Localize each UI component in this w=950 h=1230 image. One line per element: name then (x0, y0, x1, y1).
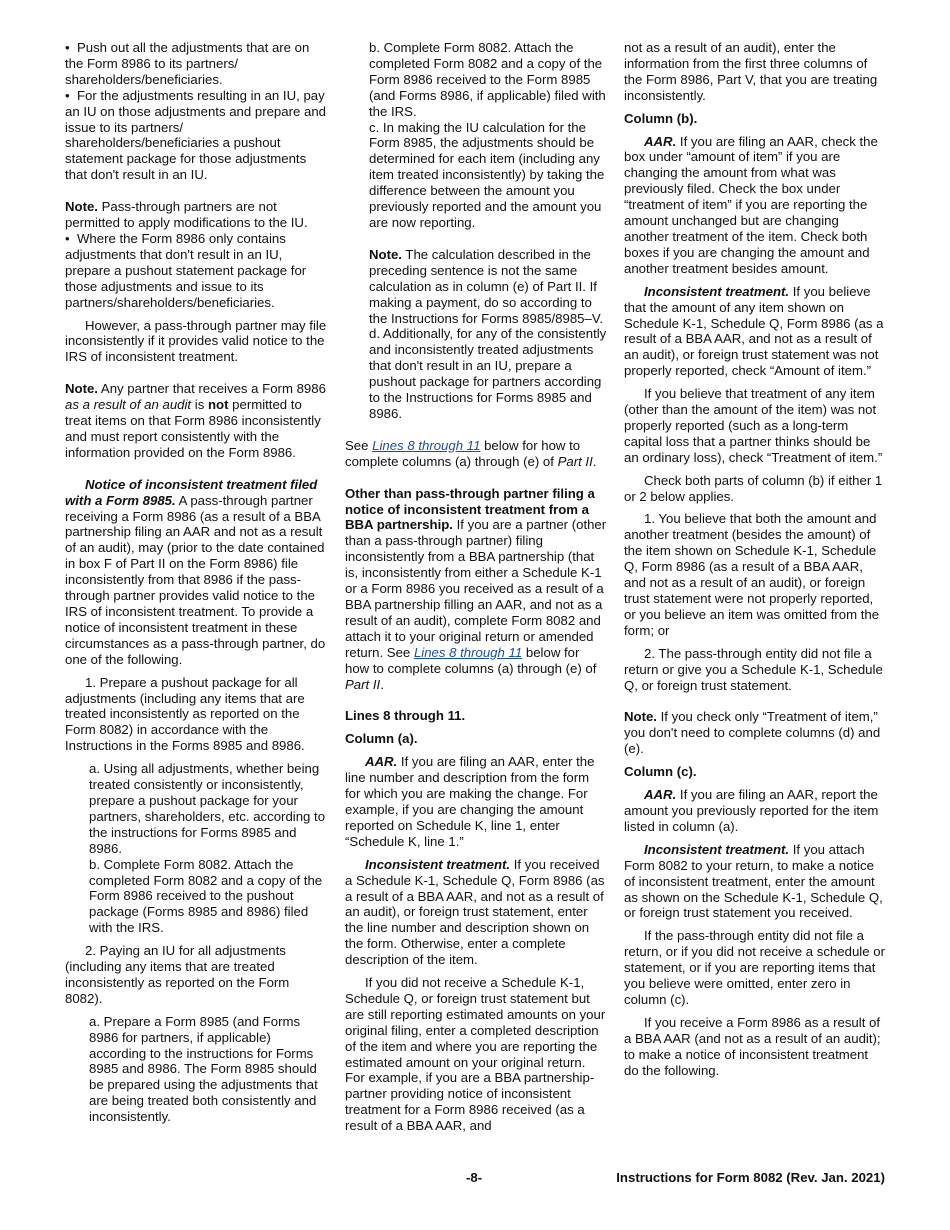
column-a-heading: Column (a). (345, 731, 418, 747)
aar-text: If you are filing an AAR, check the box under “amount of item” if you are changing the amount from what was previously filed. Check the box under “treatment of item” if you are reporting the amount unchanged but are changing another treatment of the item. Check both boxes if you are changing the amount and another treatment besides amount. (624, 133, 878, 276)
see-text: See (386, 644, 411, 660)
column-left (65, 40, 327, 1125)
list-item-2: 2. The pass-through entity did not file a return or give you a Schedule K-1, Schedule Q, or foreign trust statement. (624, 645, 883, 693)
note-any-partner (65, 381, 327, 461)
lines-8-11-link[interactable]: Lines 8 through 11 (372, 437, 481, 453)
column-right (624, 40, 886, 1078)
column-c-inconsistent (624, 842, 886, 922)
list-item-2a: a. Prepare a Form 8985 (and Forms 8986 for partners, if applicable) according to the instructions for Forms 8985 and 8986. The Form 8985 should be prepared using the adjustments that are being treated both consistently and inconsistently. (89, 1013, 318, 1125)
lines-8-11-link[interactable]: Lines 8 through 11 (413, 644, 523, 660)
aar-label: AAR. (644, 133, 677, 149)
inconsistent-label: Inconsistent treatment. (365, 856, 511, 872)
notice-lead: Notice of inconsistent treatment filed with a Form 8985. (65, 476, 318, 508)
part-ii-italic: Part II (345, 676, 381, 692)
note-bold: not (207, 397, 229, 413)
lines-8-11-heading: Lines 8 through 11. (345, 708, 466, 724)
list-item-1b: b. Complete Form 8082. Attach the completed Form 8082 and a copy of the Form 8986 received to the pushout package (Forms 8985 and 8986) filed with the IRS. (89, 856, 323, 936)
note-label: Note. (65, 381, 98, 397)
column-c-aar (624, 787, 886, 835)
other-than-paragraph (345, 486, 607, 693)
notice-text: A pass-through partner receiving a Form 8986 (as a result of a BBA partnership filing an AAR and not as a result of an audit), may (prior to the date contained in box F of Part II on the Form 8986) file inconsistently from that 8986 if the pass-through partner provides valid notice to the IRS of inconsistent treatment. To provide a notice of inconsistent treatment in these circumstances as a pass-through partner, do one of the following. (65, 492, 326, 667)
paragraph-however: However, a pass-through partner may file inconsistently if it provides valid notice to the IRS of inconsistent treatment. (65, 317, 327, 365)
list-item-1a: a. Using all adjustments, whether being treated consistently or inconsistently, prepare a pushout package for your partners, shareholders, etc. according to the instructions for Forms 8985 and 8986. (89, 761, 326, 856)
see-text: below for how to complete columns (a) through (e) of (345, 644, 597, 676)
list-item-1: 1. Prepare a pushout package for all adjustments (including any items that are treated inconsistently as reported on the Form 8082) in accordance with the Instructions in the Forms 8985 and 8986. (65, 674, 305, 754)
note-label: Note. (65, 199, 98, 215)
column-c-heading: Column (c). (624, 764, 697, 780)
inconsistent-text: If you believe that the amount of any item shown on Schedule K-1, Schedule Q, Form 8986 (as a result of a BBA AAR, and not as a result of an audit), or foreign trust statement was not properly reported, check “Amount of item.” (624, 283, 884, 379)
part-ii-italic: Part II (557, 453, 593, 469)
aar-label: AAR. (365, 754, 398, 770)
paragraph-continued: not as a result of an audit), enter the information from the first three columns of the Form 8986, Part V, that you are treating inconsistently. (624, 40, 878, 103)
note-text: Pass-through partners are not permitted to apply modifications to the IU. (65, 199, 308, 231)
aar-text: If you are filing an AAR, report the amount you previously reported for the item listed in column (a). (624, 787, 879, 834)
aar-label: AAR. (644, 787, 677, 803)
paragraph-check-both: Check both parts of column (b) if either 1 or 2 below applies. (624, 472, 883, 504)
paragraph-if-receive: If you receive a Form 8986 as a result of a BBA AAR (and not as a result of an audit); to make a notice of inconsistent treatment do the following. (624, 1014, 881, 1078)
column-b-aar (624, 134, 886, 277)
inconsistent-label: Inconsistent treatment. (644, 841, 790, 857)
form-title: Instructions for Form 8082 (Rev. Jan. 2021) (616, 1170, 885, 1185)
period: . (592, 453, 597, 469)
note-label: Note. (624, 709, 657, 725)
other-than-heading: Other than pass-through partner filing a notice of inconsistent treatment from a BBA partnership. (345, 485, 595, 533)
notice-8985-paragraph (65, 477, 327, 668)
inconsistent-text: If you attach Form 8082 to your return, to make a notice of inconsistent treatment, enter the amount as shown on the Schedule K-1, Schedule Q, or foreign trust statement you received. (624, 841, 883, 921)
other-than-text: If you are a partner (other than a pass-through partner) filing inconsistently from a BBA partnership (that is, inconsistently from either a Schedule K-1 or a Form 8986 you received as a result of a BBA partnership filling an AAR, and not as a result of an audit), complete Form 8082 and attach it to your original return or amended return. (345, 517, 607, 660)
bullet-push-out: • Push out all the adjustments that are on the Form 8986 to its partners/ shareholders/beneficiaries. (65, 40, 327, 88)
paragraph-treatment: If you believe that treatment of any item (other than the amount of the item) was not properly reported (such as a long-term capital loss that a partner thinks should be an ordinary loss), check “Treatment of item.” (624, 386, 883, 465)
aar-text: If you are filing an AAR, enter the line number and description from the form for which you are making the change. For example, if you are changing the amount reported on Schedule K, line 1, enter “Schedule K, line 1.” (345, 754, 595, 849)
note-italic: as a result of an audit (65, 397, 192, 413)
period: . (380, 676, 384, 692)
see-lines-paragraph (345, 438, 607, 470)
page-number: -8- (466, 1170, 483, 1185)
inconsistent-text: If you received a Schedule K-1, Schedule Q, Form 8986 (as a result of a BBA AAR, and not as a result of an audit), or foreign trust statement, enter the line number and description shown on the form. Otherwise, enter a complete description of the item. (345, 856, 605, 968)
column-middle (345, 40, 607, 1134)
note-text: Any partner that receives a Form 8986 (100, 381, 326, 397)
paragraph-if-pass-through: If the pass-through entity did not file a return, or if you did not receive a schedule or statement, or if you are reporting items that you believe were omitted, enter zero in column (c). (624, 928, 885, 1007)
note-treatment-only (624, 709, 886, 757)
list-item-1: 1. You believe that both the amount and another treatment (besides the amount) of the item shown on Schedule K-1, Schedule Q, Form 8986 (as a result of a BBA AAR, and not as a result of an audit), or foreign trust statement were not properly reported, or you believe an item was omitted from the form; or (624, 511, 880, 638)
inconsistent-label: Inconsistent treatment. (644, 283, 790, 299)
see-text: See (345, 437, 369, 453)
note-label: Note. (369, 246, 402, 262)
note-calculation (345, 247, 607, 327)
list-item-2d: d. Additionally, for any of the consistently and inconsistently treated adjustments that don't result in an IU, prepare a pushout package for partners according to the Instructions for Forms 8985 and 8986. (369, 326, 607, 421)
paragraph-did-not-receive: If you did not receive a Schedule K-1, Schedule Q, or foreign trust statement but are still reporting estimated amounts on your original filing, enter a completed description of the item and where you are reporting the estimated amount on your original return. For example, if you are a BBA partnership-partner providing notice of inconsistent treatment for a Form 8986 received (as a result of a BBA AAR, and (345, 975, 606, 1134)
note-text: permitted to treat items on that Form 8986 inconsistently and must report consistently with the information provided on the Form 8986. (65, 397, 321, 460)
list-item-2c: c. In making the IU calculation for the Form 8985, the adjustments should be determined for each item (including any item treated inconsistently) by taking the difference between the amount you previously reported and the amount you are now reporting. (369, 119, 605, 230)
column-b-heading: Column (b). (624, 110, 698, 126)
column-b-inconsistent (624, 284, 886, 379)
column-a-inconsistent (345, 857, 607, 968)
list-item-2: 2. Paying an IU for all adjustments (including any items that are treated inconsistently as reported on the Form 8082). (65, 943, 290, 1006)
list-item-2b: b. Complete Form 8082. Attach the completed Form 8082 and a copy of the Form 8986 received to the Form 8985 (and Forms 8986, if applicable) filed with the IRS. (369, 40, 606, 119)
bullet-only-contains: • Where the Form 8986 only contains adjustments that don't result in an IU, prepare a pushout statement package for those adjustments and issue to its partners/shareholders/beneficiaries. (65, 231, 327, 311)
see-text: below for how to complete columns (a) through (e) of (345, 437, 581, 469)
note-pass-through-modifications (65, 199, 327, 231)
note-text: is (194, 397, 205, 413)
note-text: The calculation described in the preceding sentence is not the same calculation as in column (e) of Part II. If making a payment, do so according to the Instructions for Forms 8985/8985–V. (369, 246, 604, 326)
bullet-pay-iu: • For the adjustments resulting in an IU, pay an IU on those adjustments and prepare and issue to its partners/ shareholders/beneficiaries a pushout statement package for those adjustments that don't result in an IU. (65, 88, 327, 183)
column-a-aar (345, 754, 607, 849)
note-text: If you check only “Treatment of item,” you don't need to complete columns (d) and (e). (624, 709, 881, 757)
